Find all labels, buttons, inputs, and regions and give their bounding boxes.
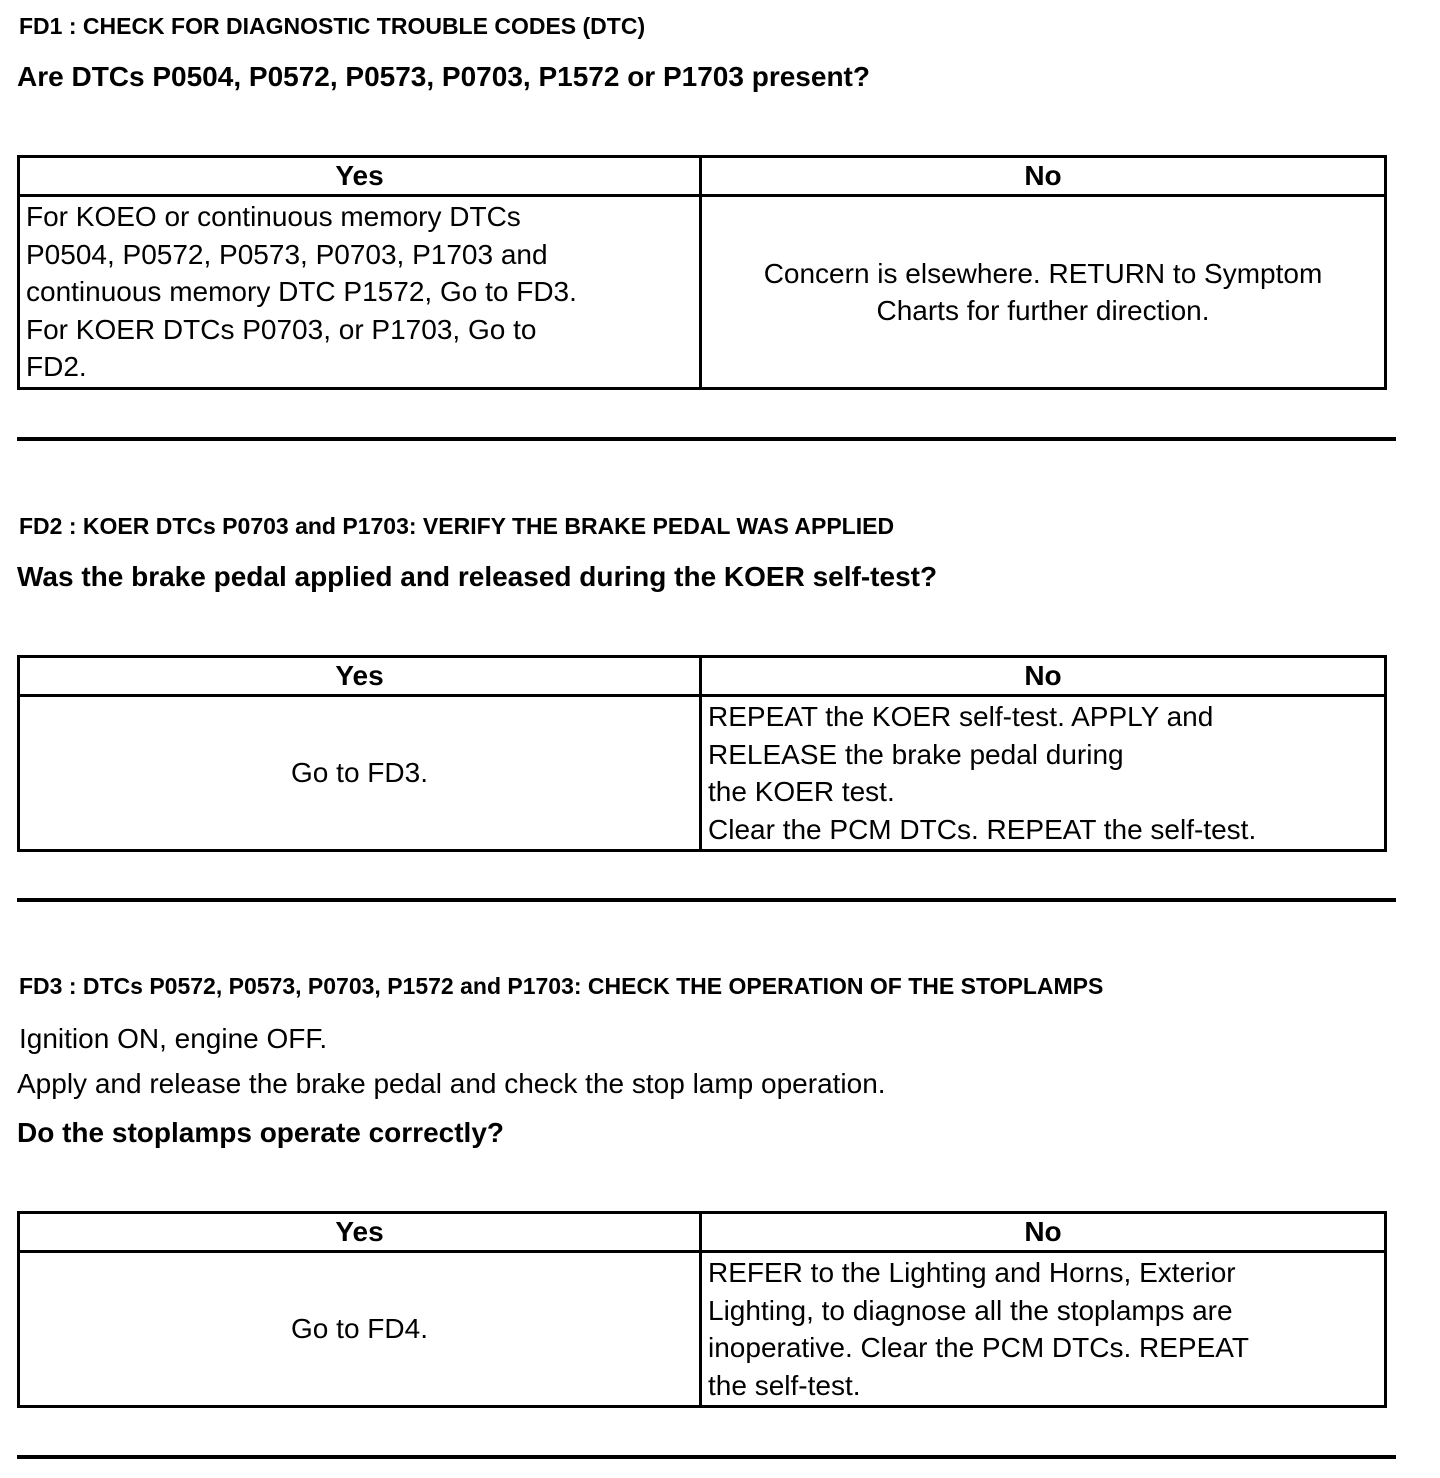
fd2-yes-header: Yes <box>19 657 701 696</box>
fd1-header-row <box>19 157 1386 196</box>
fd3-step-2: Apply and release the brake pedal and check the stop lamp operation. <box>17 1068 886 1099</box>
fd3-title: FD3 : DTCs P0572, P0573, P0703, P1572 and P1703: CHECK THE OPERATION OF THE STOPLAMPS <box>19 973 1104 999</box>
fd2-no-line: the KOER test. <box>708 776 895 807</box>
fd1-answer-row <box>19 196 1386 389</box>
fd3-yes-text: Go to FD4. <box>291 1313 428 1345</box>
fd2-no-line: REPEAT the KOER self-test. APPLY and <box>708 701 1214 732</box>
fd1-yes-line: For KOEO or continuous memory DTCs <box>26 201 521 233</box>
fd3-yes-header: Yes <box>19 1213 701 1252</box>
fd2-answer-row <box>19 696 1386 851</box>
fd3-yes-cell <box>19 1252 701 1407</box>
fd1-title: FD1 : CHECK FOR DIAGNOSTIC TROUBLE CODES (DTC) <box>19 13 646 39</box>
fd2-no-line: Clear the PCM DTCs. REPEAT the self-test. <box>708 813 1257 845</box>
section-divider <box>17 1455 1396 1459</box>
fd1-yes-cell <box>19 196 701 389</box>
fd3-table <box>17 1211 1387 1408</box>
fd3-answer-row <box>19 1252 1386 1407</box>
fd2-title: FD2 : KOER DTCs P0703 and P1703: VERIFY THE BRAKE PEDAL WAS APPLIED <box>19 513 895 539</box>
fd3-no-header: No <box>701 1213 1386 1252</box>
fd3-no-line: inoperative. Clear the PCM DTCs. REPEAT <box>708 1332 1249 1363</box>
fd2-yes-text: Go to FD3. <box>291 757 428 789</box>
fd2-no-line: RELEASE the brake pedal during <box>708 738 1124 770</box>
fd3-header-row <box>19 1213 1386 1252</box>
fd1-yes-line: FD2. <box>26 351 87 383</box>
fd3-question: Do the stoplamps operate correctly? <box>17 1117 505 1148</box>
fd1-no-line: Concern is elsewhere. RETURN to Symptom <box>763 257 1323 289</box>
fd2-question: Was the brake pedal applied and released during the KOER self-test? <box>17 561 938 592</box>
fd1-no-cell <box>701 196 1386 389</box>
fd3-no-line: REFER to the Lighting and Horns, Exterior <box>708 1257 1236 1288</box>
fd2-table <box>17 655 1387 852</box>
fd2-no-cell <box>701 696 1386 851</box>
fd1-yes-header: Yes <box>19 157 701 196</box>
fd3-step-1: Ignition ON, engine OFF. <box>19 1023 328 1054</box>
section-divider <box>17 898 1396 902</box>
fd1-table <box>17 155 1387 390</box>
fd1-yes-line: For KOER DTCs P0703, or P1703, Go to <box>26 313 537 345</box>
fd3-no-line: Lighting, to diagnose all the stoplamps are <box>708 1294 1233 1326</box>
fd3-no-line: the self-test. <box>708 1369 861 1401</box>
section-divider <box>17 437 1396 441</box>
fd1-yes-line: continuous memory DTC P1572, Go to FD3. <box>26 276 577 308</box>
fd1-question: Are DTCs P0504, P0572, P0573, P0703, P1572 or P1703 present? <box>17 61 870 92</box>
fd1-yes-line: P0504, P0572, P0573, P0703, P1703 and <box>26 238 548 270</box>
fd1-no-header: No <box>701 157 1386 196</box>
fd2-no-header: No <box>701 657 1386 696</box>
fd2-header-row <box>19 657 1386 696</box>
fd2-yes-cell <box>19 696 701 851</box>
fd1-no-line: Charts for further direction. <box>876 295 1210 326</box>
fd3-no-cell <box>701 1252 1386 1407</box>
